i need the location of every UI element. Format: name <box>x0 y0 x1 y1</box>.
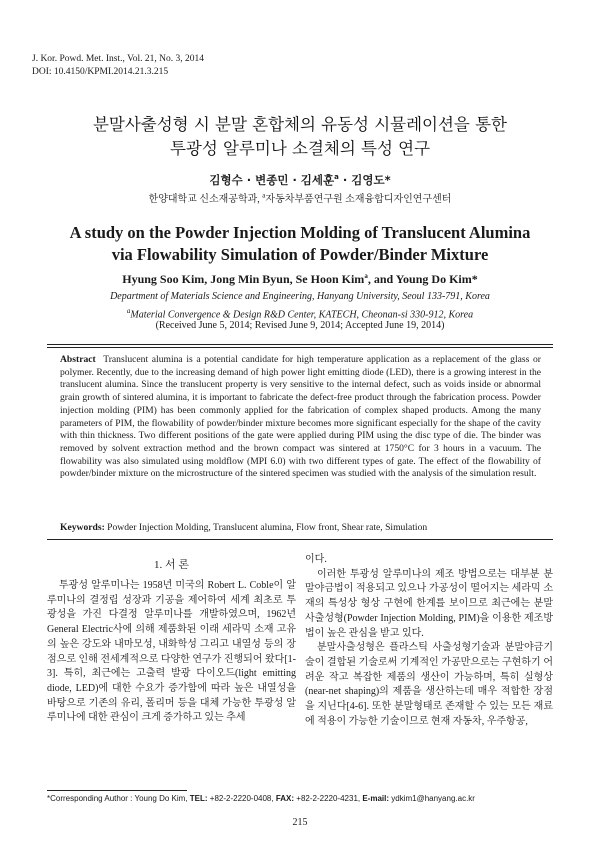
left-column <box>47 579 296 726</box>
keywords <box>60 522 541 533</box>
korean-title <box>0 113 600 161</box>
korean-affiliation: 한양대학교 신소재공학과, $^a$자동차부품연구원 소재융합디자인연구센터 <box>148 191 452 205</box>
english-title <box>0 222 600 266</box>
abstract-divider <box>47 539 553 540</box>
received-dates: (Received June 5, 2014; Revised June 9, 2014; Accepted June 19, 2014) <box>155 320 445 331</box>
body-paragraph: 분말사출성형은 플라스틱 사출성형기술과 분말야금기술이 결합된 기술로써 기계적인 가공만으로는 구현하기 어려운 작고 복잡한 제품의 생산이 가능하며, 특히 실형상(near-net shaping)의 제품을 생산하는데 매우 적합한 장점을 지닌다[4-6]. 또한 분말형태로 존재할 수 있는 모든 재료에 적용이 가능한 기술이므로 현재 자동차, 우주항공, <box>305 642 553 727</box>
body-paragraph: 이러한 투광성 알루미나의 제조 방법으로는 대부분 분말야금법이 적용되고 있으나 가공성이 떨어지는 세라믹 소재의 특성상 형상 구현에 한계를 보이므로 최근에는 분말사출성형(Powder Injection Molding, PIM)을 이용한 제조방법이 높은 관심을 받고 있다. <box>305 568 553 639</box>
email-link[interactable]: ydkim1@hanyang.ac.kr <box>389 794 475 803</box>
top-divider <box>47 344 553 348</box>
page-number: 215 <box>292 817 308 828</box>
section-heading: 1. 서 론 <box>153 559 189 571</box>
abstract <box>60 354 541 481</box>
english-authors: Hyung Soo Kim, Jong Min Byun, Se Hoon Kim$^a$, and Young Do Kim* <box>122 272 478 286</box>
journal-header <box>32 53 204 79</box>
journal-doi: DOI: 10.4150/KPMI.2014.21.3.215 <box>32 67 169 77</box>
body-paragraph: 투광성 알루미나는 1958년 미국의 Robert L. Coble이 알루미나의 결정립 성장과 기공을 제어하여 세계 최초로 투광성을 가진 다결정 알루미나를 개발하였으며, 1962년 General Electric사에 의해 제품화된 이래 세라믹 소재 고유의 높은 강도와 내마모성, 내화학성 그리고 내열성 등의 장점으로 인해 전세계적으로 다양한 연구가 진행되어 왔다[1-3]. 특히, 최근에는 고출력 발광 다이오드(light emitting diode, LED)에 대한 수요가 증가함에 따라 높은 내열성을 바탕으로 기존의 유리, 폴리머 등을 대체 가능한 투광성 알루미나에 대한 관심이 크게 증가하고 있는 추세 <box>47 580 296 724</box>
keywords-text: Powder Injection Molding, Translucent alumina, Flow front, Shear rate, Simulation <box>107 522 428 533</box>
korean-authors: 김형수 · 변종민 · 김세훈$^a$ · 김영도* <box>209 173 391 187</box>
footnote-divider <box>47 790 187 791</box>
corresponding-author-footnote: *Corresponding Author : Young Do Kim, TEL: +82-2-2220-0408, FAX: +82-2-2220-4231, E-mail: ydkim1@hanyang.ac.kr <box>47 794 475 803</box>
english-affiliations <box>0 290 600 322</box>
korean-title-line-1: 분말사출성형 시 분말 혼합체의 유동성 시뮬레이션을 통한 <box>92 115 507 134</box>
english-title-line-1: A study on the Powder Injection Molding of Translucent Alumina <box>69 223 531 242</box>
abstract-text: Translucent alumina is a potential candidate for high temperature application as a replacement of the glass or polymer. Recently, due to the increasing demand of high power light emitting diode (LED), there is a growing interest in the translucent alumina. Since the translucent property is very sensitive to the internal defect, such as voids inside or abnormal grain growth of sintered alumina, it is important to fabricate the defect-free product through the fabrication process. Powder injection molding (PIM) has been commonly applied for the fabrication of complex shaped products. Among the many parameters of PIM, the flowability of powder/binder mixture becomes more significant especially for the shape of the cavity with thin thickness. Two different positions of the gate were applied during PIM using the disc type of die. The binder was removed by solvent extraction method and the brown compact was sintered at 1750°C for 3 hours in a vacuum. The flowability was also simulated using moldflow (MPI 6.0) with two different types of gate. The effect of the flowability of powder/binder mixture on the microstructure of the sintered specimen was studied with the analysis of the simulation result. <box>60 354 541 480</box>
keywords-label: Keywords: <box>60 522 105 533</box>
right-column <box>305 553 553 729</box>
affiliation-marker: a <box>334 173 339 182</box>
korean-title-line-2: 투광성 알루미나 소결체의 특성 연구 <box>169 139 431 158</box>
abstract-label: Abstract <box>60 354 96 365</box>
english-title-line-2: via Flowability Simulation of Powder/Binder Mixture <box>111 245 489 264</box>
affiliation-1: Department of Materials Science and Engineering, Hanyang University, Seoul 133-791, Korea <box>110 291 490 302</box>
journal-citation: J. Kor. Powd. Met. Inst., Vol. 21, No. 3, 2014 <box>32 54 204 64</box>
affiliation-2: $^a$Material Convergence & Design R&D Center, KATECH, Cheonan-si 330-912, Korea <box>126 307 474 321</box>
body-paragraph-continued: 이다. <box>305 554 327 565</box>
